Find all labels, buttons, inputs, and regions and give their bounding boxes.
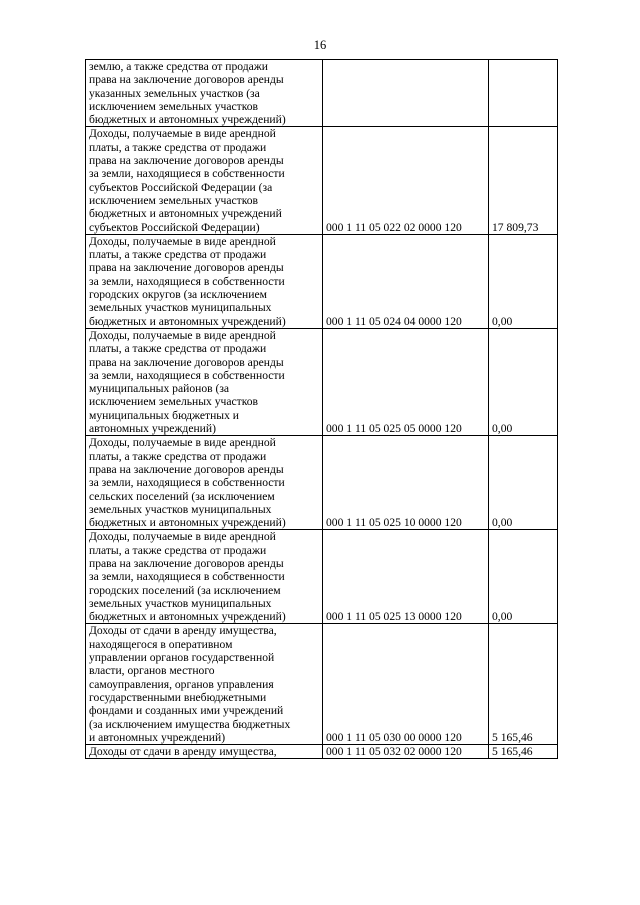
amount-cell xyxy=(489,60,558,127)
amount-cell: 17 809,73 xyxy=(489,127,558,234)
revenue-table-body xyxy=(86,60,558,759)
amount-cell: 5 165,46 xyxy=(489,745,558,759)
table-row xyxy=(86,530,558,624)
table-row xyxy=(86,127,558,234)
revenue-name-cell: Доходы, получаемые в виде арендной платы, а также средства от продажи права на заключение договоров аренды за земли, находящиеся в собственности муниципальных районов (за исключением земельных участков муниципальных бюджетных и автономных учреждений) xyxy=(86,328,323,435)
revenue-name-cell: Доходы от сдачи в аренду имущества, xyxy=(86,745,323,759)
budget-code-cell: 000 1 11 05 030 00 0000 120 xyxy=(323,624,489,745)
budget-code-cell: 000 1 11 05 022 02 0000 120 xyxy=(323,127,489,234)
table-row xyxy=(86,60,558,127)
budget-code-cell: 000 1 11 05 025 05 0000 120 xyxy=(323,328,489,435)
table-row xyxy=(86,234,558,328)
amount-cell: 0,00 xyxy=(489,436,558,530)
revenue-name-cell: Доходы от сдачи в аренду имущества, находящегося в оперативном управлении органов государственной власти, органов местного самоуправления, органов управления государственными внебюджетными фондами и созданных ими учреждений (за исключением имущества бюджетных и автономных учреждений) xyxy=(86,624,323,745)
page-number: 16 xyxy=(313,38,327,52)
revenue-name-cell: землю, а также средства от продажи права на заключение договоров аренды указанных земельных участков (за исключением земельных участков бюджетных и автономных учреждений) xyxy=(86,60,323,127)
revenue-name-cell: Доходы, получаемые в виде арендной платы, а также средства от продажи права на заключение договоров аренды за земли, находящиеся в собственности городских поселений (за исключением земельных участков муниципальных бюджетных и автономных учреждений) xyxy=(86,530,323,624)
table-row xyxy=(86,436,558,530)
table-row xyxy=(86,328,558,435)
budget-code-cell: 000 1 11 05 032 02 0000 120 xyxy=(323,745,489,759)
table-row xyxy=(86,745,558,759)
revenue-name-cell: Доходы, получаемые в виде арендной платы, а также средства от продажи права на заключение договоров аренды за земли, находящиеся в собственности городских округов (за исключением земельных участков муниципальных бюджетных и автономных учреждений) xyxy=(86,234,323,328)
budget-code-cell xyxy=(323,60,489,127)
revenue-name-cell: Доходы, получаемые в виде арендной платы, а также средства от продажи права на заключение договоров аренды за земли, находящиеся в собственности субъектов Российской Федерации (за исключением земельных участков бюджетных и автономных учреждений субъектов Российской Федерации) xyxy=(86,127,323,234)
amount-cell: 0,00 xyxy=(489,530,558,624)
budget-code-cell: 000 1 11 05 024 04 0000 120 xyxy=(323,234,489,328)
amount-cell: 5 165,46 xyxy=(489,624,558,745)
budget-code-cell: 000 1 11 05 025 13 0000 120 xyxy=(323,530,489,624)
revenue-name-cell: Доходы, получаемые в виде арендной платы, а также средства от продажи права на заключение договоров аренды за земли, находящиеся в собственности сельских поселений (за исключением земельных участков муниципальных бюджетных и автономных учреждений) xyxy=(86,436,323,530)
amount-cell: 0,00 xyxy=(489,328,558,435)
amount-cell: 0,00 xyxy=(489,234,558,328)
budget-code-cell: 000 1 11 05 025 10 0000 120 xyxy=(323,436,489,530)
revenue-table xyxy=(85,59,558,759)
table-row xyxy=(86,624,558,745)
